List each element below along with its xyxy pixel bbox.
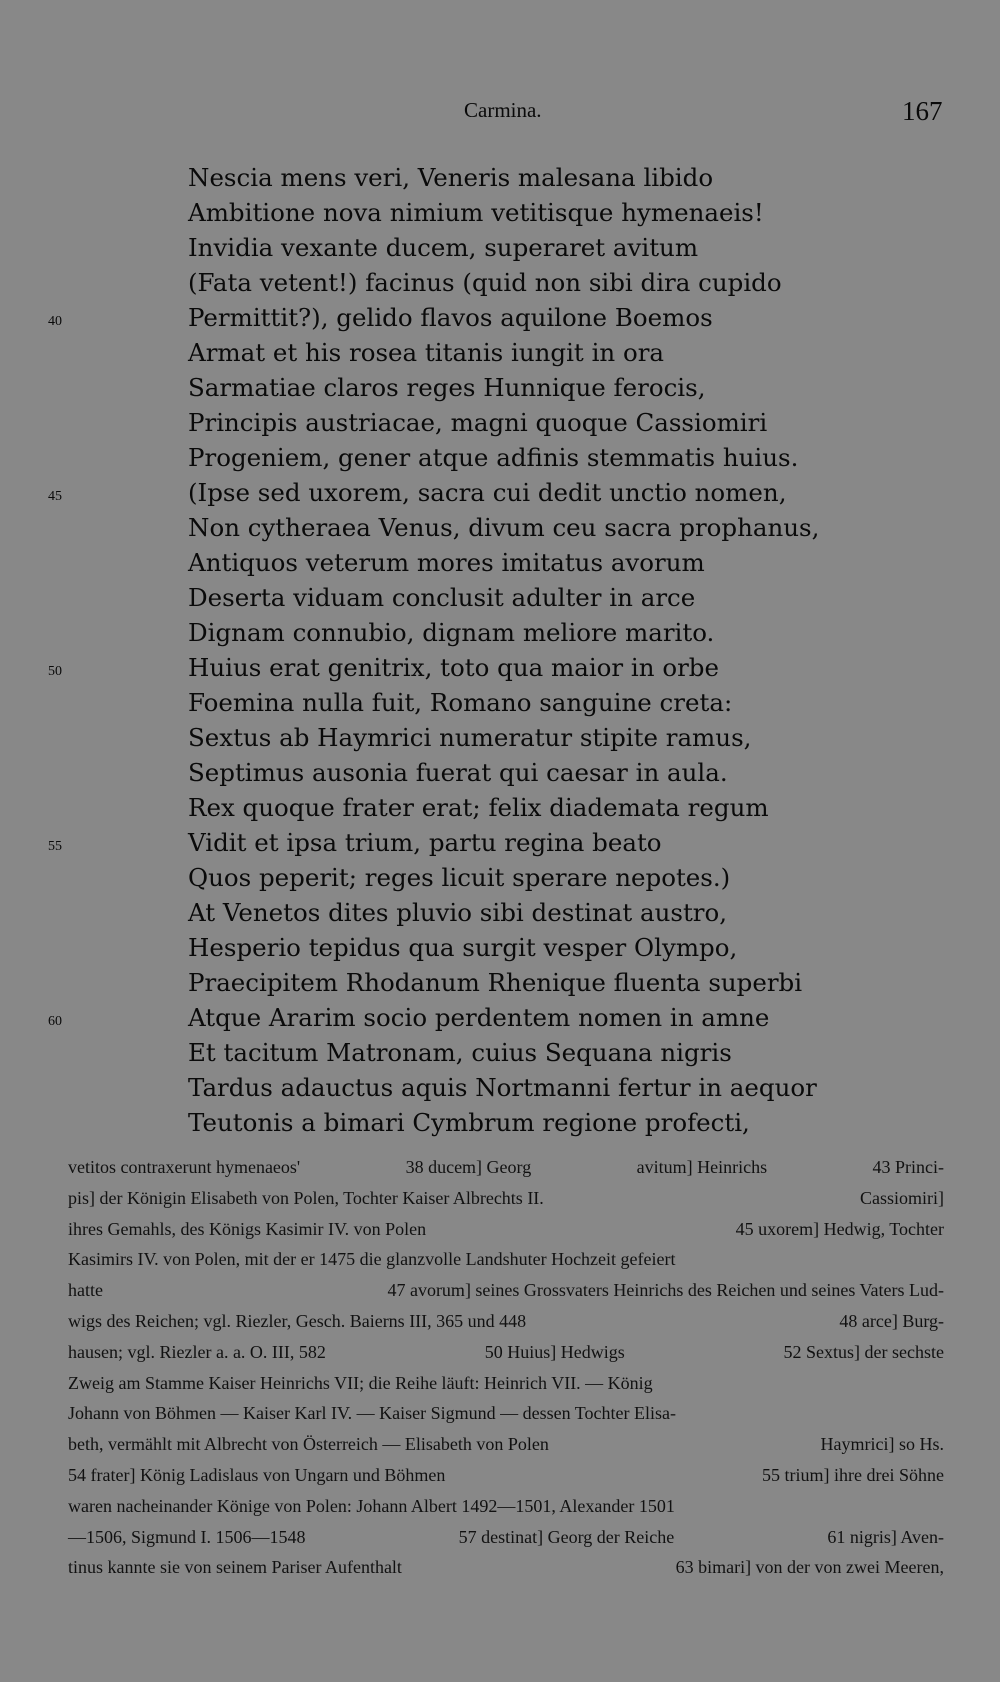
verse-line [0, 755, 1000, 790]
verse-text: Progeniem, gener atque adfinis stemmatis huius. [188, 443, 799, 472]
footnote-segment: 48 arce] Burg- [839, 1310, 944, 1331]
verse-text: Invidia vexante ducem, superaret avitum [188, 233, 699, 262]
line-number: 40 [48, 314, 62, 329]
poem-text [0, 160, 1000, 1140]
verse-text: Deserta viduam conclusit adulter in arce [188, 583, 696, 612]
footnote-segment: 55 trium] ihre drei Söhne [762, 1464, 944, 1485]
line-number: 50 [48, 664, 62, 679]
footnote-segment: Kasimirs IV. von Polen, mit der er 1475 die glanzvolle Landshuter Hochzeit gefeiert [68, 1249, 676, 1270]
verse-line [0, 1105, 1000, 1140]
verse-text: Foemina nulla fuit, Romano sanguine creta: [188, 688, 733, 717]
footnote-line [68, 1183, 944, 1214]
footnote-segment: Haymrici] so Hs. [820, 1434, 944, 1455]
footnote-segment: 50 Huius] Hedwigs [484, 1341, 625, 1362]
footnote-segment: 45 uxorem] Hedwig, Tochter [735, 1218, 944, 1239]
verse-line [0, 230, 1000, 265]
footnote-line [68, 1552, 944, 1583]
footnote-segment: —1506, Sigmund I. 1506—1548 [68, 1526, 306, 1547]
line-number: 45 [48, 489, 62, 504]
verse-text: Teutonis a bimari Cymbrum regione profecti, [188, 1108, 750, 1137]
verse-text: Permittit?), gelido flavos aquilone Boemos [188, 303, 713, 332]
verse-text: Non cytheraea Venus, divum ceu sacra prophanus, [188, 513, 820, 542]
footnote-segment: 54 frater] König Ladislaus von Ungarn und Böhmen [68, 1464, 446, 1485]
verse-line [0, 1035, 1000, 1070]
verse-text: Principis austriacae, magni quoque Cassiomiri [188, 408, 768, 437]
footnote-line [68, 1152, 944, 1183]
page-number: 167 [902, 96, 943, 126]
verse-text: Huius erat genitrix, toto qua maior in orbe [188, 653, 719, 682]
footnote-segment: Johann von Böhmen — Kaiser Karl IV. — Kaiser Sigmund — dessen Tochter Elisa- [68, 1403, 676, 1424]
footnote-segment: avitum] Heinrichs [636, 1157, 768, 1177]
verse-line [0, 300, 1000, 335]
footnote-segment: Zweig am Stamme Kaiser Heinrichs VII; die Reihe läuft: Heinrich VII. — König [68, 1372, 653, 1393]
verse-line [0, 650, 1000, 685]
footnote-line [68, 1368, 944, 1399]
verse-line [0, 370, 1000, 405]
footnote-segment: 43 Princi- [872, 1157, 944, 1177]
verse-text: Armat et his rosea titanis iungit in ora [188, 338, 665, 367]
verse-text: Nescia mens veri, Veneris malesana libido [188, 163, 714, 192]
footnote-segment: ihres Gemahls, des Königs Kasimir IV. von Polen [68, 1218, 427, 1239]
footnote-segment: 52 Sextus] der sechste [783, 1341, 944, 1362]
verse-line [0, 895, 1000, 930]
verse-line [0, 825, 1000, 860]
verse-text: Praecipitem Rhodanum Rhenique fluenta superbi [188, 968, 803, 997]
footnote-segment: tinus kannte sie von seinem Pariser Aufenthalt [68, 1557, 402, 1578]
footnote-segment: 63 bimari] von der von zwei Meeren, [675, 1557, 944, 1578]
footnote-line [68, 1398, 944, 1429]
line-number: 55 [48, 839, 62, 854]
verse-text: Antiquos veterum mores imitatus avorum [188, 548, 705, 577]
line-number: 60 [48, 1014, 62, 1029]
verse-line [0, 860, 1000, 895]
verse-text: At Venetos dites pluvio sibi destinat austro, [188, 898, 728, 927]
footnote-line [68, 1491, 944, 1522]
footnote-line [68, 1429, 944, 1460]
verse-text: Quos peperit; reges licuit sperare nepotes.) [188, 863, 731, 892]
verse-text: Ambitione nova nimium vetitisque hymenaeis! [188, 198, 764, 227]
footnote-line [68, 1522, 944, 1553]
verse-line [0, 545, 1000, 580]
footnote-segment: 38 ducem] Georg [405, 1157, 532, 1177]
verse-line [0, 265, 1000, 300]
verse-line [0, 930, 1000, 965]
footnote-segment: pis] der Königin Elisabeth von Polen, Tochter Kaiser Albrechts II. [68, 1187, 544, 1208]
footnote-line [68, 1460, 944, 1491]
verse-line [0, 720, 1000, 755]
footnote-segment: beth, vermählt mit Albrecht von Österreich — Elisabeth von Polen [68, 1434, 549, 1455]
verse-line [0, 1000, 1000, 1035]
running-head [0, 96, 1000, 136]
verse-text: Sextus ab Haymrici numeratur stipite ramus, [188, 723, 752, 752]
footnote-line [68, 1275, 944, 1306]
verse-text: Hesperio tepidus qua surgit vesper Olympo, [188, 933, 738, 962]
verse-line [0, 1070, 1000, 1105]
verse-text: Vidit et ipsa trium, partu regina beato [188, 828, 662, 857]
running-title: Carmina. [464, 98, 542, 122]
footnote-line [68, 1306, 944, 1337]
verse-line [0, 195, 1000, 230]
verse-line [0, 475, 1000, 510]
footnote-segment: 47 avorum] seines Grossvaters Heinrichs des Reichen und seines Vaters Lud- [387, 1280, 944, 1301]
verse-line [0, 440, 1000, 475]
footnote-line [68, 1214, 944, 1245]
verse-line [0, 615, 1000, 650]
footnote-segment: wigs des Reichen; vgl. Riezler, Gesch. Baierns III, 365 und 448 [68, 1310, 527, 1331]
footnote-segment: waren nacheinander Könige von Polen: Johann Albert 1492—1501, Alexander 1501 [68, 1495, 675, 1516]
verse-line [0, 335, 1000, 370]
verse-line [0, 580, 1000, 615]
footnote-segment: 57 destinat] Georg der Reiche [458, 1526, 675, 1547]
footnote-segment: Cassiomiri] [860, 1187, 944, 1208]
verse-text: (Fata vetent!) facinus (quid non sibi dira cupido [188, 268, 782, 297]
verse-line [0, 790, 1000, 825]
verse-text: Septimus ausonia fuerat qui caesar in aula. [188, 758, 728, 787]
footnote-line [68, 1244, 944, 1275]
footnote-segment: vetitos contraxerunt hymenaeos' [68, 1157, 301, 1177]
verse-text: Atque Ararim socio perdentem nomen in amne [188, 1003, 770, 1032]
verse-line [0, 685, 1000, 720]
footnote-segment: hatte [68, 1280, 103, 1301]
footnote-segment: 61 nigris] Aven- [827, 1526, 944, 1547]
verse-line [0, 965, 1000, 1000]
footnote-segment: hausen; vgl. Riezler a. a. O. III, 582 [68, 1341, 326, 1362]
verse-text: Tardus adauctus aquis Nortmanni fertur in aequor [188, 1073, 817, 1102]
verse-line [0, 405, 1000, 440]
verse-text: Dignam connubio, dignam meliore marito. [188, 618, 715, 647]
verse-text: Sarmatiae claros reges Hunnique ferocis, [188, 373, 706, 402]
footnote-line [68, 1337, 944, 1368]
verse-line [0, 510, 1000, 545]
verse-line [0, 160, 1000, 195]
verse-text: Rex quoque frater erat; felix diademata regum [188, 793, 769, 822]
footnotes [68, 1152, 944, 1583]
verse-text: Et tacitum Matronam, cuius Sequana nigris [188, 1038, 732, 1067]
verse-text: (Ipse sed uxorem, sacra cui dedit unctio nomen, [188, 478, 787, 507]
